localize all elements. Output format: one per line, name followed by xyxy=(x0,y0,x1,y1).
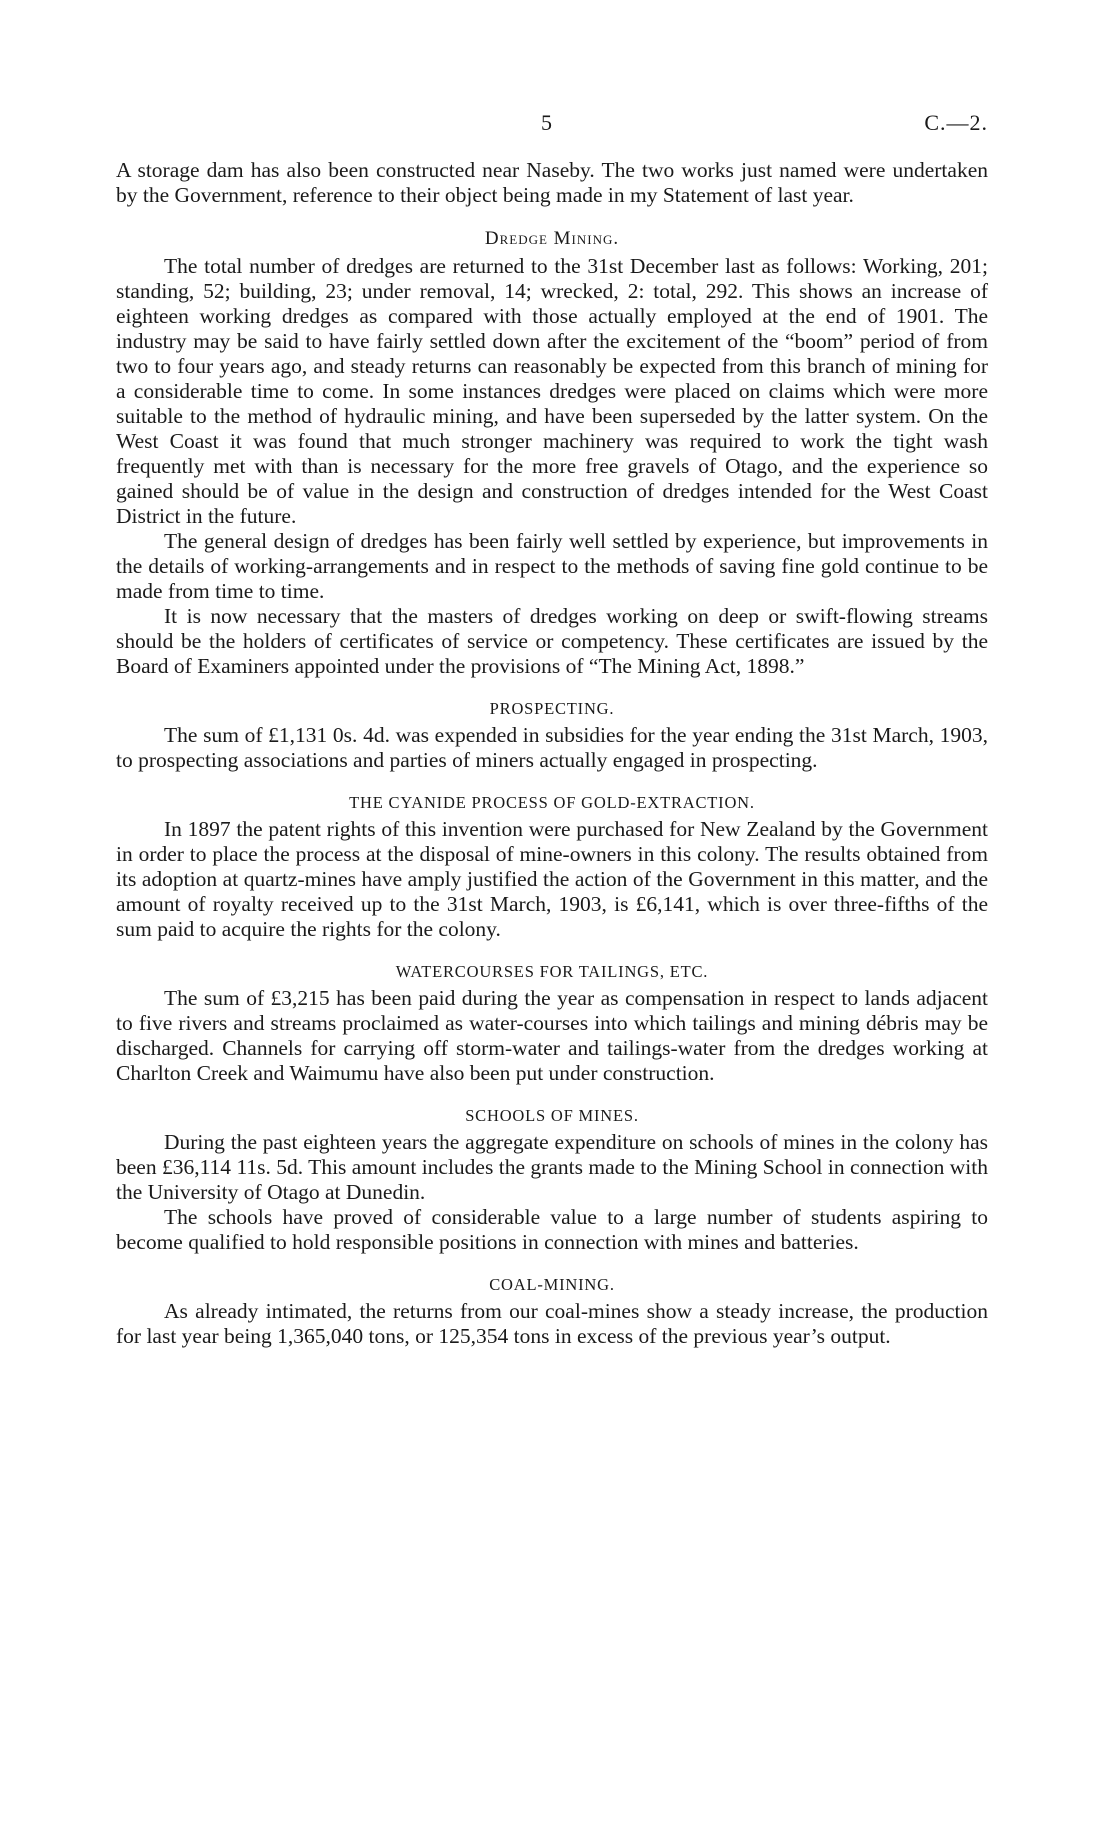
section-dredge-mining xyxy=(116,228,988,679)
section-heading: THE CYANIDE PROCESS OF GOLD-EXTRACTION. xyxy=(349,793,755,812)
section-continuation xyxy=(116,158,988,208)
paragraph: The sum of £3,215 has been paid during the year as compensation in respect to lands adjacent to five rivers and streams proclaimed as water-courses into which tailings and mining débris may be discharged. Channels for carrying off storm-water and tailings-water from the dredges working at Charlton Creek and Waimumu have also been put under construction. xyxy=(116,986,988,1085)
paragraph: The total number of dredges are returned to the 31st December last as follows: Working, 201; standing, 52; building, 23; under removal, 14; wrecked, 2: total, 292. This shows an increase of eighteen working dredges as compared with those actually employed at the end of 1901. The industry may be said to have fairly settled down after the excitement of the “boom” period of from two to four years ago, and steady returns can reasonably be expected from this branch of mining for a considerable time to come. In some instances dredges were placed on claims which were more suitable to the method of hydraulic mining, and have been superseded by the latter system. On the West Coast it was found that much stronger machinery was required to work the tight wash frequently met with than is necessary for the more free gravels of Otago, and the experience so gained should be of value in the design and construction of dredges intended for the West Coast District in the future. xyxy=(116,254,988,528)
paragraph: During the past eighteen years the aggregate expenditure on schools of mines in the colony has been £36,114 11s. 5d. This amount includes the grants made to the Mining School in connection with the University of Otago at Dunedin. xyxy=(116,1130,988,1204)
section-cyanide-process xyxy=(116,793,988,942)
document-code: C.—2. xyxy=(924,110,988,135)
section-prospecting xyxy=(116,699,988,773)
paragraph: The schools have proved of considerable value to a large number of students aspiring to become qualified to hold responsible positions in connection with mines and batteries. xyxy=(116,1205,988,1254)
page-header xyxy=(116,110,988,150)
paragraph: The sum of £1,131 0s. 4d. was expended in subsidies for the year ending the 31st March, 1903, to prospecting associations and parties of miners actually engaged in prospecting. xyxy=(116,723,988,772)
paragraph: A storage dam has also been constructed near Naseby. The two works just named were undertaken by the Government, reference to their object being made in my Statement of last year. xyxy=(116,158,988,207)
page-number: 5 xyxy=(541,110,552,135)
section-heading: SCHOOLS OF MINES. xyxy=(465,1106,639,1125)
paragraph: As already intimated, the returns from our coal-mines show a steady increase, the production for last year being 1,365,040 tons, or 125,354 tons in excess of the previous year’s output. xyxy=(116,1299,988,1348)
document-page xyxy=(116,110,988,1349)
section-schools-of-mines xyxy=(116,1106,988,1255)
paragraph: In 1897 the patent rights of this invention were purchased for New Zealand by the Government in order to place the process at the disposal of mine-owners in this colony. The results obtained from its adoption at quartz-mines have amply justified the action of the Government in this matter, and the amount of royalty received up to the 31st March, 1903, is £6,141, which is over three-fifths of the sum paid to acquire the rights for the colony. xyxy=(116,817,988,941)
section-heading: WATERCOURSES FOR TAILINGS, ETC. xyxy=(395,962,709,981)
section-heading: PROSPECTING. xyxy=(489,699,615,718)
section-heading: Dredge Mining. xyxy=(484,228,620,249)
paragraph: The general design of dredges has been fairly well settled by experience, but improvements in the details of working-arrangements and in respect to the methods of saving fine gold continue to be made from time to time. xyxy=(116,529,988,603)
section-coal-mining xyxy=(116,1275,988,1349)
section-watercourses xyxy=(116,962,988,1086)
section-heading: COAL-MINING. xyxy=(489,1275,615,1294)
paragraph: It is now necessary that the masters of dredges working on deep or swift-flowing streams should be the holders of certificates of service or competency. These certificates are issued by the Board of Examiners appointed under the provisions of “The Mining Act, 1898.” xyxy=(116,604,988,678)
